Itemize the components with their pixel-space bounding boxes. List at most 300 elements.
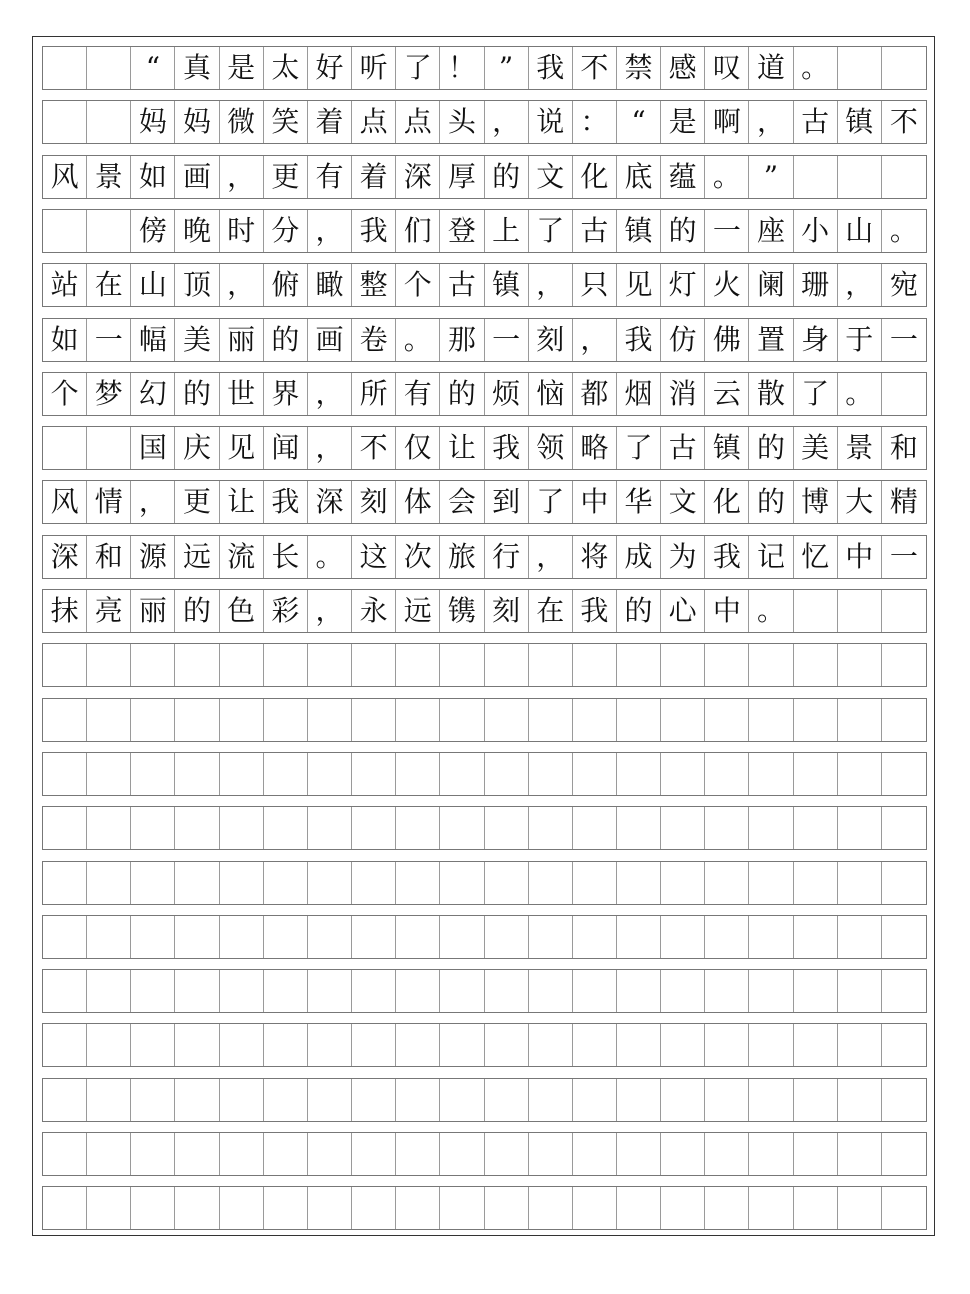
grid-cell: [352, 970, 396, 1012]
grid-cell: 古: [440, 264, 484, 306]
grid-cell: [661, 699, 705, 741]
grid-cell: [485, 1079, 529, 1121]
grid-cell: [705, 1024, 749, 1066]
grid-cell: 镇: [705, 427, 749, 469]
grid-row: [42, 1132, 927, 1176]
grid-cell: [882, 373, 926, 415]
grid-cell: [396, 1187, 440, 1229]
grid-cell: 国: [131, 427, 175, 469]
grid-cell: 如: [43, 319, 87, 361]
grid-cell: [440, 1079, 484, 1121]
grid-cell: 界: [264, 373, 308, 415]
grid-cell: 。: [396, 319, 440, 361]
grid-cell: 远: [396, 590, 440, 632]
grid-cell: [131, 807, 175, 849]
grid-cell: 的: [175, 590, 219, 632]
grid-cell: 成: [617, 536, 661, 578]
grid-cell: 仿: [661, 319, 705, 361]
grid-cell: [440, 1187, 484, 1229]
grid-cell: 站: [43, 264, 87, 306]
grid-row: [42, 1078, 927, 1122]
grid-row: [42, 643, 927, 687]
grid-cell: [440, 807, 484, 849]
grid-row: [42, 263, 927, 307]
grid-cell: [882, 644, 926, 686]
grid-cell: 仅: [396, 427, 440, 469]
grid-cell: [220, 753, 264, 795]
grid-cell: 登: [440, 210, 484, 252]
grid-cell: [838, 1133, 882, 1175]
grid-cell: 妈: [175, 101, 219, 143]
grid-cell: [87, 916, 131, 958]
grid-cell: 头: [440, 101, 484, 143]
grid-cell: ，: [573, 319, 617, 361]
grid-cell: 美: [175, 319, 219, 361]
grid-cell: [573, 1133, 617, 1175]
grid-cell: 上: [485, 210, 529, 252]
grid-cell: 烟: [617, 373, 661, 415]
grid-cell: [485, 1187, 529, 1229]
grid-cell: [131, 1187, 175, 1229]
grid-cell: 个: [396, 264, 440, 306]
grid-cell: [43, 862, 87, 904]
grid-cell: 刻: [529, 319, 573, 361]
grid-cell: 瞰: [308, 264, 352, 306]
grid-cell: 置: [749, 319, 793, 361]
grid-cell: 点: [352, 101, 396, 143]
grid-cell: [396, 699, 440, 741]
grid-cell: [794, 699, 838, 741]
grid-cell: 。: [749, 590, 793, 632]
grid-cell: [43, 1133, 87, 1175]
grid-cell: 了: [396, 47, 440, 89]
grid-cell: [264, 1133, 308, 1175]
grid-cell: 镇: [485, 264, 529, 306]
grid-cell: [440, 753, 484, 795]
grid-cell: [485, 1133, 529, 1175]
grid-cell: [705, 970, 749, 1012]
grid-cell: 闻: [264, 427, 308, 469]
grid-cell: [882, 590, 926, 632]
grid-cell: [175, 970, 219, 1012]
grid-cell: 深: [396, 156, 440, 198]
grid-cell: [87, 1187, 131, 1229]
grid-cell: 听: [352, 47, 396, 89]
grid-cell: 顶: [175, 264, 219, 306]
grid-cell: [220, 1024, 264, 1066]
grid-cell: [308, 1079, 352, 1121]
grid-cell: 刻: [352, 481, 396, 523]
grid-cell: 的: [175, 373, 219, 415]
grid-cell: [43, 47, 87, 89]
grid-cell: [749, 916, 793, 958]
grid-cell: [87, 427, 131, 469]
grid-cell: 到: [485, 481, 529, 523]
grid-cell: 略: [573, 427, 617, 469]
grid-cell: [175, 1187, 219, 1229]
grid-cell: [43, 699, 87, 741]
grid-cell: ，: [220, 156, 264, 198]
grid-cell: [87, 699, 131, 741]
grid-cell: 道: [749, 47, 793, 89]
grid-cell: [87, 1079, 131, 1121]
grid-cell: 华: [617, 481, 661, 523]
grid-cell: 蕴: [661, 156, 705, 198]
grid-cell: [220, 1133, 264, 1175]
grid-cell: 抹: [43, 590, 87, 632]
grid-cell: 个: [43, 373, 87, 415]
grid-cell: 佛: [705, 319, 749, 361]
grid-cell: 镇: [838, 101, 882, 143]
grid-cell: 在: [529, 590, 573, 632]
grid-cell: 幻: [131, 373, 175, 415]
grid-cell: [661, 1024, 705, 1066]
grid-cell: 散: [749, 373, 793, 415]
grid-cell: [749, 807, 793, 849]
grid-cell: [352, 753, 396, 795]
grid-cell: 大: [838, 481, 882, 523]
grid-cell: [661, 1187, 705, 1229]
grid-cell: 妈: [131, 101, 175, 143]
grid-cell: [661, 916, 705, 958]
grid-cell: 景: [87, 156, 131, 198]
grid-cell: [43, 1079, 87, 1121]
grid-cell: 中: [573, 481, 617, 523]
grid-cell: 啊: [705, 101, 749, 143]
grid-cell: 见: [617, 264, 661, 306]
grid-cell: 消: [661, 373, 705, 415]
grid-cell: 小: [794, 210, 838, 252]
grid-cell: [131, 862, 175, 904]
grid-cell: 我: [485, 427, 529, 469]
grid-cell: 点: [396, 101, 440, 143]
grid-cell: 烦: [485, 373, 529, 415]
grid-cell: [529, 753, 573, 795]
grid-cell: [838, 1079, 882, 1121]
grid-cell: [352, 862, 396, 904]
grid-cell: 更: [264, 156, 308, 198]
grid-cell: ，: [308, 210, 352, 252]
grid-cell: [87, 210, 131, 252]
grid-cell: 中: [838, 536, 882, 578]
grid-cell: 了: [529, 481, 573, 523]
grid-cell: [794, 1079, 838, 1121]
grid-cell: 。: [838, 373, 882, 415]
grid-cell: [882, 970, 926, 1012]
grid-cell: 远: [175, 536, 219, 578]
grid-cell: 色: [220, 590, 264, 632]
grid-cell: 。: [308, 536, 352, 578]
grid-cell: 让: [220, 481, 264, 523]
grid-cell: 珊: [794, 264, 838, 306]
grid-cell: 不: [352, 427, 396, 469]
grid-cell: ，: [529, 264, 573, 306]
grid-cell: 了: [794, 373, 838, 415]
grid-cell: 情: [87, 481, 131, 523]
grid-cell: 一: [889, 322, 918, 356]
grid-cell: 美: [794, 427, 838, 469]
grid-cell: 宛: [889, 268, 918, 302]
grid-cell: [220, 862, 264, 904]
grid-cell: [661, 644, 705, 686]
grid-cell: [396, 970, 440, 1012]
grid-row: [42, 535, 927, 579]
grid-cell: 化: [573, 156, 617, 198]
grid-row: [42, 426, 927, 470]
grid-cell: [352, 1187, 396, 1229]
grid-cell: [838, 644, 882, 686]
grid-cell: [220, 699, 264, 741]
grid-cell: [749, 1079, 793, 1121]
grid-cell: [485, 1024, 529, 1066]
grid-cell: [43, 916, 87, 958]
grid-cell: 真: [175, 47, 219, 89]
grid-cell: 景: [838, 427, 882, 469]
grid-cell: 为: [661, 536, 705, 578]
grid-cell: 说: [529, 101, 573, 143]
grid-cell: [749, 862, 793, 904]
grid-cell: [573, 1079, 617, 1121]
grid-row: [42, 100, 927, 144]
grid-cell: 梦: [87, 373, 131, 415]
grid-cell: [794, 753, 838, 795]
grid-cell: [705, 1079, 749, 1121]
grid-cell: [396, 807, 440, 849]
grid-cell: 我: [264, 481, 308, 523]
grid-cell: [882, 1024, 926, 1066]
grid-cell: 。: [705, 156, 749, 198]
grid-cell: 只: [573, 264, 617, 306]
grid-cell: [749, 970, 793, 1012]
grid-cell: [220, 916, 264, 958]
grid-cell: 了: [617, 427, 661, 469]
grid-cell: 流: [220, 536, 264, 578]
grid-cell: ，: [838, 264, 882, 306]
grid-cell: 的: [749, 481, 793, 523]
grid-cell: 我: [705, 536, 749, 578]
grid-cell: 我: [617, 319, 661, 361]
grid-cell: [131, 916, 175, 958]
grid-cell: [794, 1187, 838, 1229]
grid-cell: 不: [889, 105, 918, 139]
grid-cell: [485, 644, 529, 686]
grid-cell: [838, 156, 882, 198]
grid-cell: [87, 101, 131, 143]
grid-cell: [352, 699, 396, 741]
grid-cell: [220, 970, 264, 1012]
grid-cell: [440, 862, 484, 904]
grid-cell: [661, 970, 705, 1012]
grid-cell: [529, 807, 573, 849]
grid-cell: 有: [308, 156, 352, 198]
grid-cell: [617, 644, 661, 686]
grid-cell: 丽: [131, 590, 175, 632]
grid-cell: [131, 1024, 175, 1066]
grid-cell: [529, 1024, 573, 1066]
grid-cell: [617, 970, 661, 1012]
grid-cell: [220, 807, 264, 849]
grid-cell: [352, 1024, 396, 1066]
grid-cell: 好: [308, 47, 352, 89]
grid-cell: 旅: [440, 536, 484, 578]
grid-cell: [43, 644, 87, 686]
grid-cell: 厚: [440, 156, 484, 198]
grid-row: [42, 861, 927, 905]
grid-cell: [882, 807, 926, 849]
grid-row: [42, 698, 927, 742]
grid-cell: 着: [352, 156, 396, 198]
grid-cell: 画: [175, 156, 219, 198]
grid-cell: [131, 1133, 175, 1175]
grid-cell: [440, 699, 484, 741]
grid-cell: [175, 1024, 219, 1066]
grid-row: [42, 969, 927, 1013]
grid-cell: 整: [352, 264, 396, 306]
grid-cell: 长: [264, 536, 308, 578]
grid-cell: [882, 916, 926, 958]
grid-cell: “: [617, 101, 661, 143]
grid-cell: [794, 644, 838, 686]
grid-cell: 忆: [794, 536, 838, 578]
grid-row: [42, 752, 927, 796]
grid-cell: [573, 1024, 617, 1066]
grid-cell: 是: [220, 47, 264, 89]
grid-cell: [882, 1187, 926, 1229]
grid-cell: [573, 916, 617, 958]
grid-cell: [838, 699, 882, 741]
grid-cell: 有: [396, 373, 440, 415]
grid-cell: [882, 1133, 926, 1175]
grid-cell: [705, 1187, 749, 1229]
grid-cell: 卷: [352, 319, 396, 361]
grid-cell: 领: [529, 427, 573, 469]
grid-cell: [749, 699, 793, 741]
grid-cell: [661, 1079, 705, 1121]
grid-cell: [749, 1024, 793, 1066]
grid-cell: ，: [485, 101, 529, 143]
grid-cell: [352, 1133, 396, 1175]
grid-cell: [882, 1079, 926, 1121]
grid-cell: [794, 862, 838, 904]
grid-cell: [705, 916, 749, 958]
grid-cell: [440, 1024, 484, 1066]
grid-cell: [440, 1133, 484, 1175]
grid-cell: [882, 156, 926, 198]
grid-cell: 和: [87, 536, 131, 578]
grid-cell: [308, 1024, 352, 1066]
grid-cell: 俯: [264, 264, 308, 306]
composition-paper: [32, 36, 935, 1236]
grid-cell: [308, 970, 352, 1012]
grid-cell: 的: [617, 590, 661, 632]
grid-row: [42, 318, 927, 362]
grid-cell: [43, 1024, 87, 1066]
grid-cell: [43, 427, 87, 469]
grid-cell: [838, 862, 882, 904]
grid-cell: 中: [705, 590, 749, 632]
grid-cell: [573, 753, 617, 795]
grid-cell: 会: [440, 481, 484, 523]
grid-cell: [87, 862, 131, 904]
grid-cell: 永: [352, 590, 396, 632]
grid-cell: [308, 807, 352, 849]
grid-cell: [87, 753, 131, 795]
grid-cell: 庆: [175, 427, 219, 469]
grid-cell: 所: [352, 373, 396, 415]
grid-cell: 山: [131, 264, 175, 306]
grid-row: [42, 155, 927, 199]
grid-cell: [396, 753, 440, 795]
grid-cell: [794, 156, 838, 198]
grid-cell: [175, 916, 219, 958]
grid-cell: 风: [43, 156, 87, 198]
grid-cell: [838, 1187, 882, 1229]
grid-cell: [882, 862, 926, 904]
grid-cell: [131, 699, 175, 741]
grid-cell: [440, 970, 484, 1012]
grid-row: [42, 589, 927, 633]
grid-cell: [705, 1133, 749, 1175]
grid-cell: 让: [440, 427, 484, 469]
grid-cell: ，: [308, 373, 352, 415]
grid-cell: [749, 644, 793, 686]
grid-cell: [175, 862, 219, 904]
grid-cell: [175, 1133, 219, 1175]
grid-cell: [220, 1187, 264, 1229]
grid-cell: 镇: [617, 210, 661, 252]
grid-cell: [440, 916, 484, 958]
grid-cell: [396, 1133, 440, 1175]
grid-cell: 次: [396, 536, 440, 578]
grid-cell: [396, 862, 440, 904]
grid-cell: [43, 807, 87, 849]
grid-cell: [749, 1133, 793, 1175]
grid-cell: 古: [573, 210, 617, 252]
grid-cell: 笑: [264, 101, 308, 143]
grid-cell: [352, 807, 396, 849]
grid-cell: [396, 1024, 440, 1066]
grid-cell: [794, 1024, 838, 1066]
grid-cell: [352, 644, 396, 686]
grid-cell: ，: [749, 101, 793, 143]
grid-cell: [661, 1133, 705, 1175]
grid-cell: [838, 807, 882, 849]
grid-cell: [264, 1024, 308, 1066]
grid-cell: 了: [529, 210, 573, 252]
grid-cell: [175, 644, 219, 686]
grid-cell: [440, 644, 484, 686]
grid-cell: [529, 644, 573, 686]
grid-cell: 一: [705, 210, 749, 252]
grid-cell: [264, 644, 308, 686]
grid-cell: [175, 699, 219, 741]
grid-cell: 的: [749, 427, 793, 469]
grid-cell: [617, 807, 661, 849]
grid-cell: 微: [220, 101, 264, 143]
grid-cell: 时: [220, 210, 264, 252]
grid-cell: 太: [264, 47, 308, 89]
grid-cell: 。: [794, 47, 838, 89]
grid-cell: [749, 753, 793, 795]
grid-cell: 将: [573, 536, 617, 578]
grid-cell: [87, 970, 131, 1012]
grid-cell: 身: [794, 319, 838, 361]
grid-cell: ，: [308, 427, 352, 469]
grid-cell: 傍: [131, 210, 175, 252]
grid-cell: [573, 807, 617, 849]
grid-cell: 着: [308, 101, 352, 143]
grid-cell: 亮: [87, 590, 131, 632]
